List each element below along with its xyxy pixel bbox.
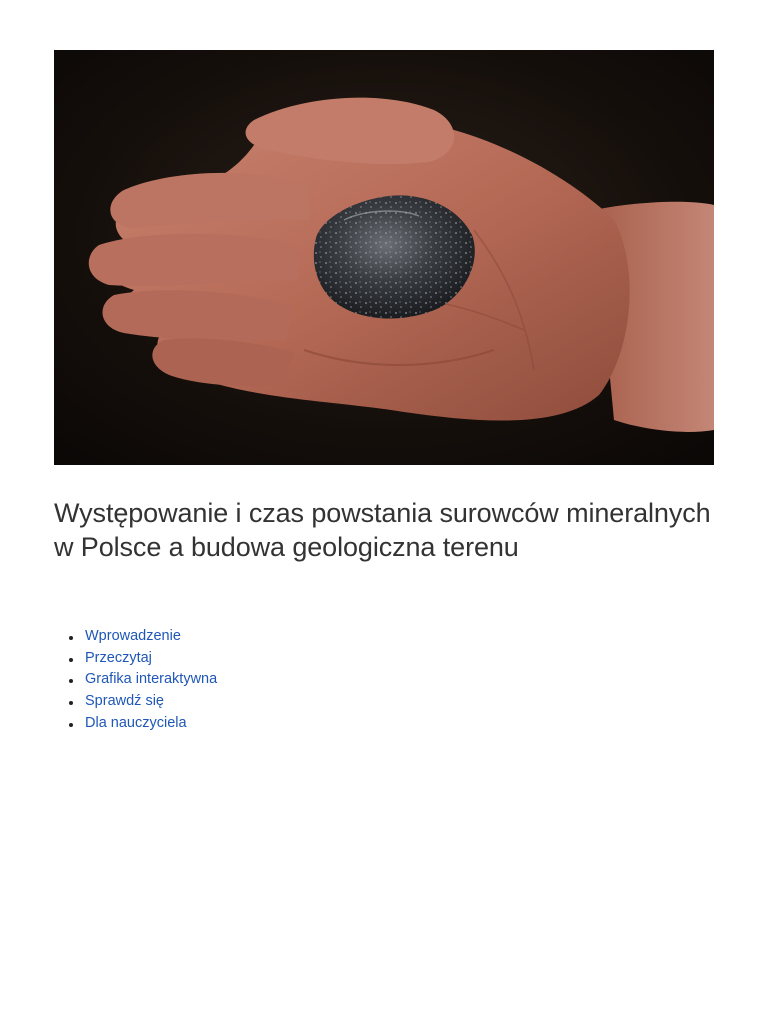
toc-link-introduction[interactable]: Wprowadzenie [85,628,181,644]
hand-with-coal-illustration [54,50,714,465]
toc-link-check-yourself[interactable]: Sprawdź się [85,693,164,710]
toc-item-introduction [85,626,217,648]
toc-item-for-teacher [85,713,217,735]
hero-image [54,50,714,465]
toc-link-interactive-graphic[interactable]: Grafika interaktywna [85,671,218,688]
coal-lump [314,195,475,318]
table-of-contents [54,626,217,734]
toc-item-interactive-graphic [85,669,217,691]
toc-link-for-teacher[interactable]: Dla nauczyciela [85,714,187,731]
toc-item-read [85,648,217,670]
toc-link-read[interactable]: Przeczytaj [85,649,152,666]
toc-item-check-yourself [85,691,217,713]
page-title: Występowanie i czas powstania surowców mineralnych w Polsce a budowa geologiczna terenu [54,498,711,562]
